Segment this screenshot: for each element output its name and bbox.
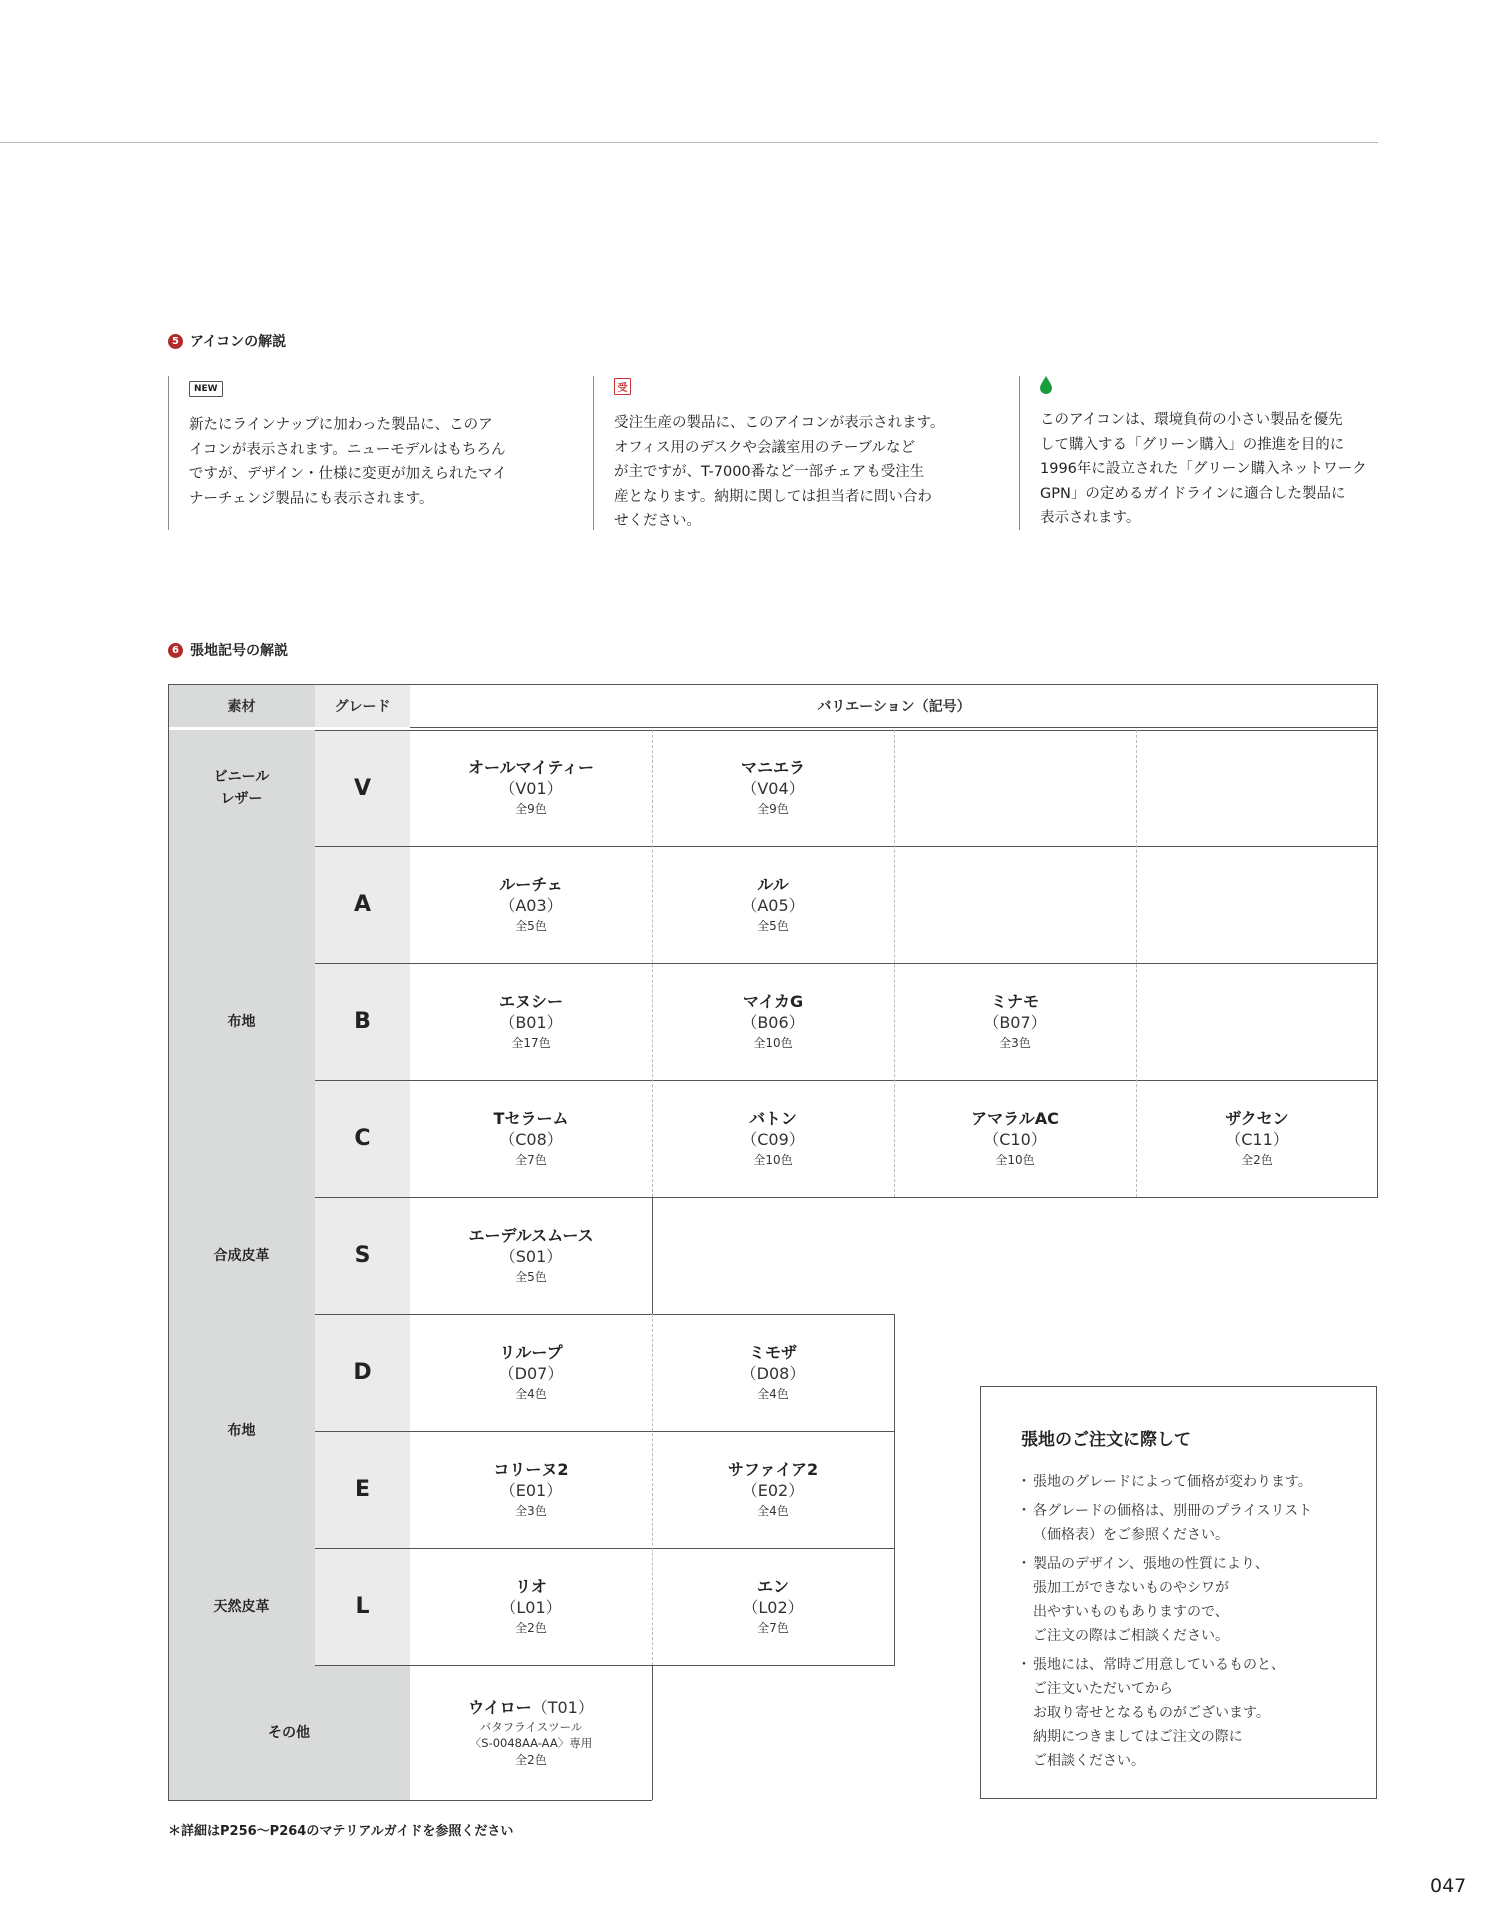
variation-code: （D08）	[740, 1363, 806, 1383]
variation-cell	[652, 1548, 894, 1665]
variation-color-count: 全5色	[757, 918, 789, 933]
variation-name: ミナモ	[990, 991, 1039, 1011]
note-item: ・ 製品のデザイン、張地の性質により、 張加工ができないものやシワが 出やすいものもありますので、 ご注文の際はご相談ください。	[1021, 1552, 1342, 1648]
table-line	[168, 684, 1378, 685]
table-divider	[652, 730, 653, 1197]
icon-explanation-green	[1019, 376, 1400, 530]
table-line	[168, 1800, 652, 1801]
icon-explanation-new	[168, 376, 549, 530]
variation-color-count: 全4色	[757, 1386, 789, 1401]
icon-explanation-text: 新たにラインナップに加わった製品に、このア イコンが表示されます。ニューモデルはもちろん ですが、デザイン・仕様に変更が加えられたマイ ナーチェンジ製品にも表示されます。	[189, 417, 507, 507]
variation-cell-other	[410, 1665, 652, 1800]
variation-color-count: 全7色	[757, 1620, 789, 1635]
table-line	[315, 730, 1378, 731]
variation-color-count: 全2色	[1241, 1152, 1273, 1167]
variation-color-count: 全2色	[515, 1752, 547, 1767]
variation-code: （E01）	[499, 1480, 563, 1500]
material-vinyl-leather: ビニール レザー	[168, 730, 315, 846]
variation-name: ミモザ	[748, 1342, 797, 1362]
table-line	[168, 684, 169, 1800]
variation-color-count: 全3色	[999, 1035, 1031, 1050]
grade-v: V	[315, 730, 410, 846]
variation-code: （E02）	[741, 1480, 805, 1500]
table-line	[652, 1665, 653, 1800]
variation-color-count: 全2色	[515, 1620, 547, 1635]
table-line	[894, 1314, 895, 1665]
header-variation: バリエーション（記号）	[817, 698, 971, 715]
grade-e: E	[315, 1431, 410, 1548]
variation-note: バタフライスツール	[479, 1719, 583, 1734]
variation-code: （C11）	[1225, 1129, 1289, 1149]
grade-d: D	[315, 1314, 410, 1431]
variation-code: （A03）	[499, 895, 563, 915]
variation-cell	[1136, 1080, 1378, 1197]
variation-name: エヌシー	[498, 991, 563, 1011]
variation-cell	[410, 963, 652, 1080]
material-synthetic-leather: 合成皮革	[168, 1197, 315, 1314]
variation-cell	[894, 963, 1136, 1080]
material-fabric: 布地	[168, 846, 315, 1197]
table-line	[315, 1665, 895, 1666]
variation-cell	[894, 1080, 1136, 1197]
variation-color-count: 全10色	[995, 1152, 1035, 1167]
new-badge-icon: NEW	[189, 381, 223, 397]
variation-color-count: 全10色	[753, 1035, 793, 1050]
variation-name: ルル	[757, 874, 789, 894]
variation-color-count: 全17色	[511, 1035, 551, 1050]
variation-code: （V04）	[741, 779, 805, 798]
table-line	[410, 727, 1378, 728]
variation-cell	[410, 1431, 652, 1548]
variation-note: 〈S-0048AA-AA〉専用	[469, 1735, 593, 1750]
note-item: ・ 張地のグレードによって価格が変わります。	[1021, 1470, 1342, 1494]
table-line	[315, 1548, 895, 1549]
variation-cell	[410, 1548, 652, 1665]
section-number-badge: 5	[168, 334, 183, 349]
grade-c: C	[315, 1080, 410, 1197]
material-natural-leather: 天然皮革	[168, 1548, 315, 1665]
variation-name: マニエラ	[740, 758, 805, 777]
material-other: その他	[168, 1665, 410, 1800]
variation-name: リループ	[499, 1342, 563, 1362]
variation-color-count: 全5色	[515, 918, 547, 933]
variation-color-count: 全5色	[515, 1269, 547, 1284]
variation-name: ザクセン	[1225, 1108, 1289, 1128]
table-divider	[894, 730, 895, 1197]
section-title: 張地記号の解説	[190, 643, 288, 659]
variation-name: マイカG	[742, 991, 804, 1011]
header-material: 素材	[168, 684, 315, 727]
variation-cell	[410, 1197, 652, 1314]
table-line	[652, 1197, 653, 1314]
variation-code: （T01）	[531, 1697, 594, 1717]
header-grade: グレード	[315, 684, 410, 727]
table-divider	[652, 1314, 653, 1665]
variation-cell	[410, 1080, 652, 1197]
table-line	[315, 846, 1378, 847]
variation-color-count: 全4色	[757, 1503, 789, 1518]
variation-color-count: 全9色	[757, 802, 789, 816]
variation-color-count: 全4色	[515, 1386, 547, 1401]
leaf-icon	[1040, 376, 1052, 394]
variation-code: （V01）	[499, 779, 563, 798]
variation-name: リオ	[515, 1576, 547, 1596]
variation-code: （B07）	[983, 1012, 1047, 1032]
variation-code: （D07）	[498, 1363, 564, 1383]
variation-cell	[410, 730, 652, 846]
variation-cell	[652, 846, 894, 963]
variation-code: （B06）	[741, 1012, 805, 1032]
footnote: ＊詳細はP256〜P264のマテリアルガイドを参照ください	[168, 1824, 514, 1839]
section-6-heading	[168, 640, 288, 660]
variation-code: （L01）	[500, 1597, 562, 1617]
variation-name: ルーチェ	[499, 874, 563, 894]
table-line	[1377, 684, 1378, 1197]
ordering-notes-box	[980, 1386, 1377, 1799]
variation-name: Tセラーム	[493, 1108, 569, 1128]
variation-color-count: 全7色	[515, 1152, 547, 1167]
page-number: 047	[1430, 1875, 1467, 1897]
variation-name: サファイア2	[727, 1459, 819, 1479]
notes-title: 張地のご注文に際して	[1021, 1430, 1191, 1450]
grade-s: S	[315, 1197, 410, 1314]
variation-name: アマラルAC	[971, 1108, 1059, 1128]
variation-cell	[652, 963, 894, 1080]
table-divider	[1136, 730, 1137, 1197]
variation-name: バトン	[749, 1108, 797, 1128]
variation-cell	[652, 1314, 894, 1431]
icon-explanation-text: 受注生産の製品に、このアイコンが表示されます。 オフィス用のデスクや会議室用のテーブルなど が主ですが、T-7000番など一部チェアも受注生 産となります。納期に関しては担当者に問い合わ せください。	[614, 415, 945, 529]
variation-cell	[410, 1314, 652, 1431]
variation-code: （C08）	[499, 1129, 563, 1149]
variation-code: （S01）	[499, 1246, 563, 1266]
variation-color-count: 全10色	[753, 1152, 793, 1167]
table-line	[315, 1197, 1378, 1198]
variation-name: ウイロー	[468, 1697, 532, 1717]
table-line	[315, 963, 1378, 964]
section-5-heading	[168, 331, 286, 351]
section-number-badge: 6	[168, 643, 183, 658]
icon-explanation-text: このアイコンは、環境負荷の小さい製品を優先 して購入する「グリーン購入」の推進を目的に 1996年に設立された「グリーン購入ネットワーク GPN」の定めるガイドラインに適合した製品に 表示されます。	[1040, 412, 1367, 526]
variation-name: エン	[756, 1576, 789, 1596]
table-line	[315, 1080, 1378, 1081]
variation-name: オールマイティー	[467, 758, 595, 777]
variation-name: コリーヌ2	[493, 1459, 569, 1479]
variation-code: （L02）	[742, 1597, 804, 1617]
table-line	[315, 1431, 895, 1432]
top-rule	[0, 142, 1378, 143]
variation-color-count: 全3色	[515, 1503, 547, 1518]
note-item: ・ 各グレードの価格は、別冊のプライスリスト （価格表）をご参照ください。	[1021, 1499, 1342, 1547]
note-item: ・ 張地には、常時ご用意しているものと、 ご注文いただいてから お取り寄せとなるものがございます。 納期につきましてはご注文の際に ご相談ください。	[1021, 1653, 1342, 1773]
variation-code: （C09）	[741, 1129, 805, 1149]
variation-code: （B01）	[499, 1012, 563, 1032]
grade-l: L	[315, 1548, 410, 1665]
variation-cell	[652, 730, 894, 846]
material-fabric: 布地	[168, 1314, 315, 1548]
variation-name: エーデルスムース	[468, 1225, 594, 1245]
grade-a: A	[315, 846, 410, 963]
icon-explanation-made-to-order	[593, 376, 974, 530]
variation-cell	[652, 1431, 894, 1548]
variation-cell	[410, 846, 652, 963]
variation-cell	[652, 1080, 894, 1197]
section-title: アイコンの解説	[190, 334, 287, 350]
grade-b: B	[315, 963, 410, 1080]
table-line	[315, 1314, 895, 1315]
made-to-order-badge-icon: 受	[614, 378, 631, 395]
variation-code: （A05）	[741, 895, 805, 915]
variation-code: （C10）	[983, 1129, 1047, 1149]
variation-color-count: 全9色	[515, 802, 547, 816]
